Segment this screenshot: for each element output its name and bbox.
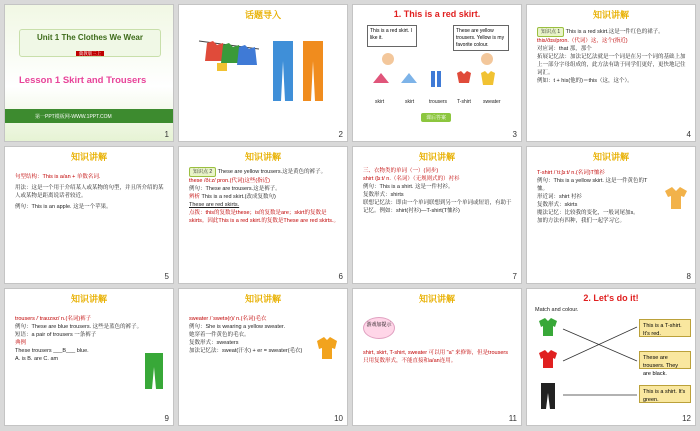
tip-text: 点拨：this的复数是these；is的复数是are；skirt的复数是skirts。因此This is a red skirt.的复数是These are red skirts.。: [189, 210, 340, 224]
section-subtitle: 三、衣物类的单词（一）(同步): [363, 168, 439, 174]
example-sentence: 例句：She is wearing a yellow sweater.: [189, 324, 285, 330]
match-box-3: This is a shirt. It's green.: [639, 385, 691, 403]
grade-badge: 冀教版三上: [76, 51, 105, 56]
title-frame: [19, 29, 161, 57]
slide-title: 知识讲解: [244, 152, 281, 162]
slide-sorter-grid: [4, 4, 696, 427]
slide-title: 知识讲解: [244, 294, 281, 304]
usage-note: 用法：这是一个用于介绍某人或某物的句型，并且所介绍的某人或某物是距离说话者较近。: [15, 185, 164, 199]
slide-thumbnail-7[interactable]: [352, 146, 522, 284]
slide-body: [15, 315, 143, 363]
knowledge-tag: 知识点 1: [537, 27, 564, 37]
sentence-structure: 句型结构：This is a/an + 单数名词.: [15, 174, 101, 180]
tshirt-icon: [661, 185, 691, 211]
slide-title: 知识讲解: [418, 152, 455, 162]
tip-text: shirt, skirt, T-shirt, sweater 可以用 "a" 来修饰，但是trousers只用复数形式，不能直接和a/an连用。: [363, 350, 508, 364]
word-definition: shirt /ʃɜːt/ n.（名词）（无规则式的）衬衫: [363, 176, 460, 182]
counterpart-word: 对应词：that 那，那个: [537, 46, 592, 52]
speech-bubble-right: These are yellow trousers. Yellow is my favorite colour.: [453, 25, 509, 51]
slide-number: 8: [686, 272, 691, 281]
slide-number: 3: [512, 130, 517, 139]
similar-word: 形近词：shirt 衬衫: [537, 194, 582, 200]
sweater-icon: [313, 335, 341, 361]
slide-title: 1. This is a red skirt.: [393, 9, 481, 19]
slide-body: [189, 315, 309, 355]
label-tshirt: T-shirt: [457, 99, 471, 105]
tip-bubble: 游戏加提示: [363, 317, 395, 339]
slide-thumbnail-2[interactable]: [178, 4, 348, 142]
clothes-illustration: [179, 19, 347, 139]
example-line: 例句：These are trousers.这是裤子。: [189, 186, 281, 192]
slide-subtitle: Match and colour.: [535, 307, 579, 313]
match-box-2: These are trousers. They are black.: [639, 351, 691, 369]
plural-form: 复数形式：skirts: [537, 202, 578, 208]
slide-body: [537, 27, 687, 85]
slide-title: 知识讲解: [592, 152, 629, 162]
exercise-question: These trousers ___B___ blue.: [15, 348, 89, 354]
slide-number: 9: [164, 414, 169, 423]
exercise-prompt: This is a red skirt.(改成复数句): [201, 194, 276, 200]
label-skirt-1: skirt: [375, 99, 385, 105]
analysis-tag: 辨析: [189, 194, 201, 200]
example-translation: 她穿着一件黄色的毛衣。: [189, 332, 250, 338]
trousers-icon: [143, 351, 165, 391]
slide-thumbnail-1[interactable]: [4, 4, 174, 142]
plural-form: 复数形式：sweaters: [189, 340, 239, 346]
exercise-answer: These are red skirts.: [189, 202, 240, 208]
slide-title: 知识讲解: [418, 294, 455, 304]
knowledge-tag: 知识点 2: [189, 167, 216, 177]
example-sentence: 例句：This is a yellow skirt. 这是一件黄色的T恤。: [537, 178, 648, 192]
match-box-1: This is a T-shirt. It's red.: [639, 319, 691, 337]
word-definition: trousers /ˈtraʊzəz/ n.(名词)裤子: [15, 316, 92, 322]
slide-thumbnail-4[interactable]: [526, 4, 696, 142]
memory-tip-cont: 加的方法有四种，我们一起学习它。: [537, 218, 626, 224]
exercise-options: A. is B. are C. am: [15, 356, 59, 362]
slide-number: 11: [508, 414, 517, 423]
slide-title: 知识讲解: [70, 152, 107, 162]
slide-body: [537, 169, 657, 225]
unit-title: Unit 1 The Clothes We Wear: [37, 33, 143, 42]
slide-thumbnail-9[interactable]: [4, 288, 174, 426]
slide-thumbnail-12[interactable]: [526, 288, 696, 426]
answer-button[interactable]: 课后答案: [421, 113, 451, 122]
slide-title: 2. Let's do it!: [583, 293, 639, 303]
slide-number: 4: [686, 130, 691, 139]
slide-body: [15, 173, 165, 211]
footer-band: [5, 109, 173, 123]
memory-tip: 魔法记忆：比较我的变化，一般词尾加s。: [537, 210, 639, 216]
slide-number: 6: [338, 272, 343, 281]
slide-title: 知识讲解: [70, 294, 107, 304]
example-sentence: 例句：These are blue trousers. 这些是蓝色的裤子。: [15, 324, 143, 330]
label-trousers: trousers: [429, 99, 448, 105]
slide-thumbnail-8[interactable]: [526, 146, 696, 284]
example-sentence: 例句：This is an apple. 这是一个苹果。: [15, 204, 112, 210]
word-definition: sweater /ˈswetə(r)/ n.(名词)毛衣: [189, 316, 267, 322]
example-sentence: These are yellow trousers.这是黄色的裤子。: [217, 169, 327, 175]
label-skirt-2: skirt: [405, 99, 415, 105]
phrase: 短语：a pair of trousers 一条裤子: [15, 332, 97, 338]
speech-bubble-left: This is a red skirt. I like it.: [367, 25, 417, 47]
slide-number: 2: [338, 130, 343, 139]
word-definition: these /ðiːz/ pron.(代词)这些(指近): [189, 178, 270, 184]
slide-number: 1: [164, 130, 169, 139]
slide-body: [363, 167, 515, 215]
slide-thumbnail-6[interactable]: [178, 146, 348, 284]
memory-tip: 联想记忆法：即由一个单词联想到另一个单词或短语，有助于记忆。例如：shirt(衬衫)—T-shirt(T恤衫): [363, 200, 512, 214]
slide-number: 10: [334, 414, 343, 423]
example-tag: 典例: [15, 340, 27, 346]
word-definition: T-shirt /ˈtiːʃɜːt/ n.(名词)T恤衫: [537, 170, 605, 176]
site-text: 第一PPT模板网-WWW.1PPT.COM: [35, 114, 112, 120]
example-sentence: 例句：This is a shirt. 这是一件衬衫。: [363, 184, 454, 190]
word-definition: this/ðɪs/pron.（代词）这，这个(指近): [537, 38, 628, 44]
memory-tip: 拓展记忆法：加法记忆法就是一个词是在另一个词的基础上加上一部分字母组成的，此方法有助于同学们更好，更快地记住词汇。: [537, 54, 686, 76]
slide-thumbnail-10[interactable]: [178, 288, 348, 426]
slide-title: 话题导入: [244, 10, 281, 20]
memory-tip: 加法记忆法：sweat(汗水) + er = sweater(毛衣): [189, 348, 303, 354]
slide-number: 7: [512, 272, 517, 281]
lesson-title: Lesson 1 Skirt and Trousers: [19, 75, 147, 86]
slide-number: 5: [164, 272, 169, 281]
slide-title: 知识讲解: [592, 10, 629, 20]
slide-number: 12: [682, 414, 691, 423]
slide-thumbnail-11[interactable]: [352, 288, 522, 426]
slide-thumbnail-3[interactable]: [352, 4, 522, 142]
slide-thumbnail-5[interactable]: [4, 146, 174, 284]
slide-body: [189, 167, 341, 225]
label-sweater: sweater: [483, 99, 501, 105]
example-sentence: This is a red skirt.这是一件红色的裙子。: [565, 29, 664, 35]
plural-form: 复数形式：shirts: [363, 192, 404, 198]
memory-example: 例如：t + his(他的)＝this（这，这个）。: [537, 78, 633, 84]
